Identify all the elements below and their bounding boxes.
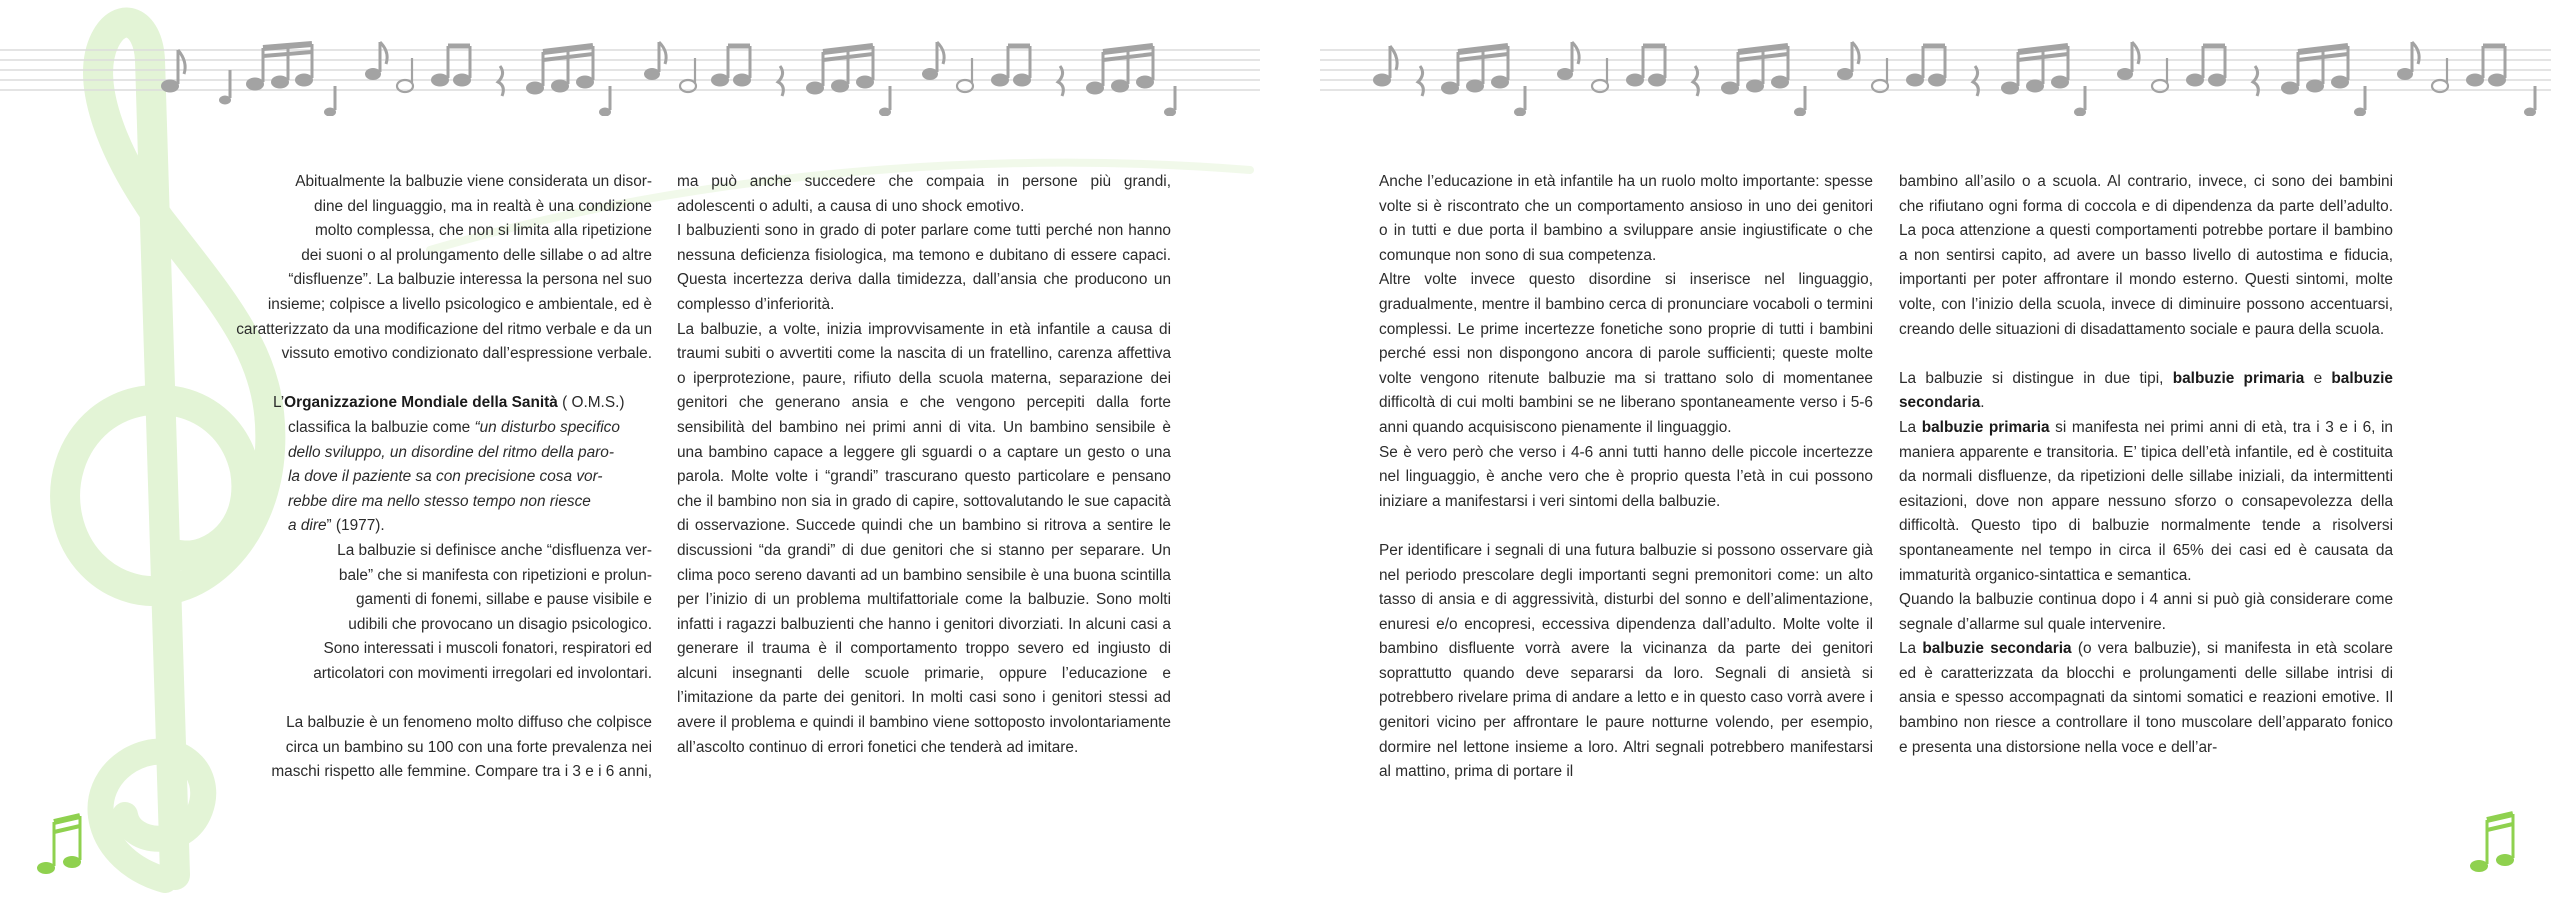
paragraph: I balbuzienti sono in grado di poter parlare come tutti perché non hanno nessuna deficienza fisiologica, ma temono e dubitano di essere capaci. Questa incertezza deriva dalla timidezza, dall’ansia che producono un complesso d’inferiorità. (677, 222, 1171, 313)
text-line (218, 514, 652, 539)
text-span: ( O.M.S.) (557, 394, 625, 412)
text-span: (o vera balbuzie), si manifesta in età scolare ed è caratterizzata da blocchi e prolungamenti delle sillabe intrisi di ansia e spesso accompagnati da sintomi somatici e reazioni emotive. Il bambino non riesce a controllare il tono muscolare dell’apparato fonico e presenta una distorsione nella voce e dell’ar- (1899, 640, 2393, 756)
music-notes-icon (1320, 36, 2551, 116)
text-span: ” (1977). (326, 517, 385, 535)
paragraph (1899, 367, 2393, 416)
text-line: La balbuzie si definisce anche “disfluenza ver- (337, 541, 652, 559)
text-line: caratterizzato da una modificazione del ritmo verbale e da un (236, 320, 652, 338)
text-line: insieme; colpisce a livello psicologico e ambientale, ed è (267, 295, 652, 313)
text-line: maschi rispetto alle femmine. Compare tra i 3 e i 6 anni, (271, 763, 652, 781)
text-span: classifica la balbuzie come (288, 418, 471, 436)
text-line: “disfluenze”. La balbuzie interessa la persona nel suo (288, 271, 652, 289)
term-secondary: balbuzie secondaria (1922, 640, 2072, 658)
quote-span: “un disturbo specifico (470, 418, 620, 436)
music-note-pair-icon (2465, 808, 2525, 878)
oms-line (218, 391, 652, 416)
text-span: si manifesta nei primi anni di età, tra i 3 e i 6, in maniera apparente e transitoria. E’ tipica dell’età infantile, ed è costituita da normali disfluenze, da ripetizioni delle sillabe iniziali, da intermittenti esitazioni, dove non appare nessuno sforzo o consapevolezza della difficoltà. Questo tipo di balbuzie normalmente tende a risolversi spontaneamente nel tempo in circa il 65% dei casi ed è causata da immaturità organico-sintattica e semantica. (1899, 418, 2393, 584)
paragraph: La balbuzie, a volte, inizia improvvisamente in età infantile a causa di traumi subiti o avvertiti come la nascita di un fratellino, carenza affettiva o iperprotezione, paure, rifiuto della scuola materna, separazione dei genitori che generano ansia e che vengono percepiti dalla forte sensibilità del bambino nei primi anni di vita. Un bambino sensibile è una bambino capace a leggere gli sguardi o a captare un gesto o una parola. Molte volte i “grandi” trascurano questo particolare e pensano che il bambino non sia in grado di capire, sottovalutando le sue capacità di osservazione. Succede quindi che un bambino si ritrova a sentire le discussioni “da grandi” di due genitori che si stanno per separare. Un clima poco sereno davanti ad un bambino sensibile è una buona scintilla per l’inizio di un problema multifattoriale come la balbuzie. Sono molti infatti i ragazzi balbuzienti che hanno i genitori divorziati. In alcuni casi a generare il trauma è il comportamento troppo severo ed ingiusto di alcuni insegnanti delle scuole primarie, oppure l’educazione e l’imitazione da parte dei genitori. In molti casi sono i genitori stessi ad avere il problema e quindi il bambino viene sottoposto involontariamente all’ascolto continuo di errori fonetici che tenderà ad imitare. (677, 320, 1171, 756)
text-line: gamenti di fonemi, sillabe e pause visibile e (355, 591, 652, 609)
quote-line: rebbe dire ma nello stesso tempo non riesce (288, 492, 591, 510)
text-span: L’ (273, 394, 285, 412)
text-line: La balbuzie è un fenomeno molto diffuso che colpisce (286, 714, 652, 732)
text-line: udibili che provocano un disagio psicologico. (348, 615, 652, 633)
paragraph: bambino all’asilo o a scuola. Al contrario, invece, ci sono dei bambini che rifiutano ogni forma di coccola e di dipendenza da parte dell’adulto. La poca attenzione a questi comportamenti potrebbe portare il bambino a non sentirsi capito, ad avere un basso livello di autostima e fiducia, importanti per poter affrontare il mondo esterno. Questi sintomi, molte volte, con l’inizio della scuola, invece di diminuire possono accentuarsi, creando delle situazioni di disadattamento sociale e paura della scuola. (1899, 173, 2393, 338)
column-1 (218, 170, 652, 785)
text-line: Sono interessati i muscoli fonatori, respiratori ed (323, 640, 652, 658)
text-line: dine del linguaggio, ma in realtà è una condizione (314, 197, 652, 215)
column-4 (1899, 170, 2393, 760)
music-note-pair-icon (32, 810, 92, 880)
paragraph: Altre volte invece questo disordine si inserisce nel linguaggio, gradualmente, mentre il bambino cerca di pronunciare vocaboli o termini complessi. Le prime incertezze fonetiche sono proprie di tutti i bambini perché essi non dispongono ancora di parole sufficienti; queste molte volte vengono ritenute balbuzie ma si trattano solo di momentanee difficoltà di cui molti bambini se ne liberano spontaneamente verso i 5-6 anni quando acquisiscono pienamente il linguaggio. (1379, 271, 1873, 436)
text-line: articolatori con movimenti irregolari ed involontari. (313, 664, 652, 682)
term-secondary: balbuzie secondaria (1899, 369, 2393, 412)
music-notes-icon (0, 36, 1260, 116)
quote-line: dello sviluppo, un disordine del ritmo della paro- (288, 443, 614, 461)
paragraph: ma può anche succedere che compaia in persone più grandi, adolescenti o adulti, a causa di uno shock emotivo. (677, 173, 1171, 215)
text-span: La (1899, 418, 1922, 436)
column-3 (1379, 170, 1873, 785)
text-line: bale” che si manifesta con ripetizioni e prolun- (338, 566, 652, 584)
paragraph: Anche l’educazione in età infantile ha un ruolo molto importante: spesse volte si è riscontrato che un comportamento ansioso in uno dei genitori o in tutti e due porta il bambino a sviluppare ansie ingiustificate o che comunque non sono di sua competenza. (1379, 173, 1873, 264)
text-line: molto complessa, che non si limita alla ripetizione (314, 222, 652, 240)
quote-span: a dire (288, 517, 327, 535)
term-primary: balbuzie primaria (2172, 369, 2305, 387)
paragraph: Quando la balbuzie continua dopo i 4 anni si può già considerare come segnale d’allarme sul quale intervenire. (1899, 591, 2393, 633)
paragraph: Se è vero però che verso i 4-6 anni tutti hanno delle piccole incertezze nel linguaggio, è anche vero che è proprio questa l’età in cui possono iniziare a manifestarsi i veri sintomi della balbuzie. (1379, 443, 1873, 510)
text-line: dei suoni o al prolungamento delle sillabe o ad altre (301, 246, 652, 264)
quote-line: la dove il paziente sa con precisione cosa vor- (288, 468, 603, 486)
text-line: Abitualmente la balbuzie viene considerata un disor- (295, 173, 652, 190)
text-span: e (2304, 369, 2332, 387)
text-span: La balbuzie si distingue in due tipi, (1899, 369, 2173, 387)
text-span: La (1899, 640, 1923, 658)
text-line: circa un bambino su 100 con una forte prevalenza nei (285, 738, 652, 756)
text-span: . (1980, 394, 1985, 412)
paragraph: Per identificare i segnali di una futura balbuzie si possono osservare già nel periodo prescolare degli importanti segni premonitori come: un alto tasso di ansia e di aggressività, disturbi del sonno e dell’alimentazione, enuresi e/o encopresi, eccessiva dipendenza dall’adulto. Molte volte il bambino disfluente vorrà avere la vicinanza da parte dei genitori soprattutto quando deve separarsi da loro. Segnali di ansietà si potrebbero rivelare prima di andare a letto e in questo caso vorrà avere i genitori vicino per affrontare le paure notturne volendo, per esempio, dormire nel lettone insieme a loro. Altri segnali potrebbero manifestarsi al mattino, prima di portare il (1379, 541, 1873, 781)
paragraph (1899, 416, 2393, 588)
text-line (218, 416, 652, 441)
oms-name: Organizzazione Mondiale della Sanità (284, 394, 558, 412)
column-2 (677, 170, 1171, 760)
term-primary: balbuzie primaria (1921, 418, 2050, 436)
text-line: vissuto emotivo condizionato dall’espressione verbale. (281, 345, 652, 363)
paragraph (1899, 637, 2393, 760)
